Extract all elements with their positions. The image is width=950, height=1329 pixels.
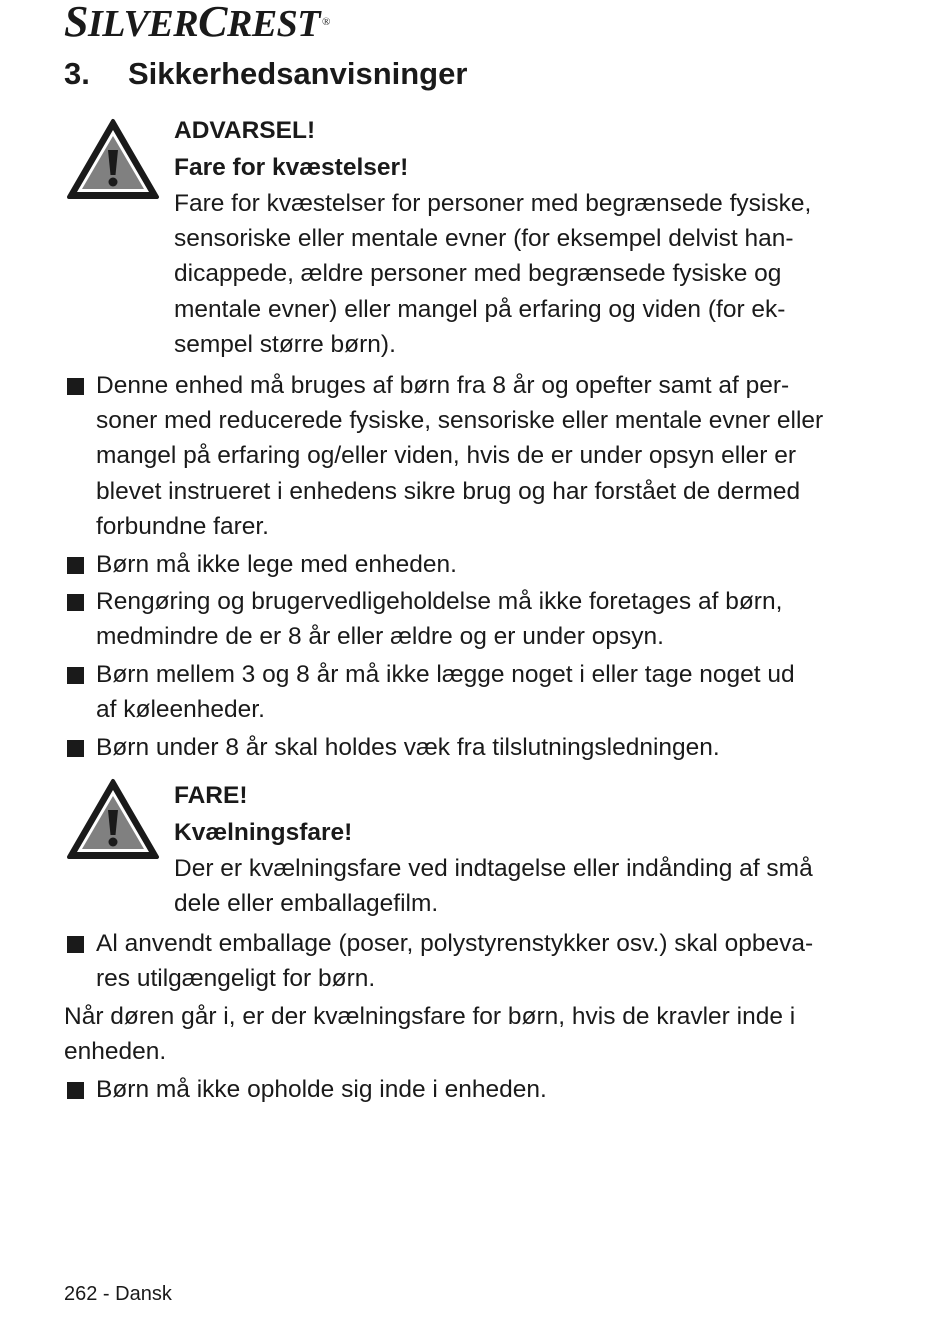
warning-subtitle: Kvælningsfare! — [174, 819, 353, 846]
warning-text: Der er kvælningsfare ved indtagelse eller indånding af små dele eller emballagefilm. — [174, 855, 813, 918]
bullet-square-icon — [67, 594, 84, 611]
bullet-square-icon — [67, 1082, 84, 1099]
section-heading — [64, 52, 467, 96]
warning-block-fare — [174, 777, 874, 921]
section-title: Sikkerhedsanvisninger — [128, 56, 468, 91]
warning-subtitle: Fare for kvæstelser! — [174, 154, 409, 181]
page-footer: 262 - Dansk — [64, 1283, 172, 1305]
list-item: Denne enhed må bruges af børn fra 8 år og opefter samt af per- soner med reducerede fysiske, sensoriske eller mentale evner eller mangel på erfaring og/eller viden, hvis de er under opsyn eller er blevet instrueret i enhedens sikre brug og har forstået de dermed forbundne farer. — [64, 368, 894, 544]
warning-text: Fare for kvæstelser for personer med begrænsede fysiske, sensoriske eller mentale evner (for eksempel delvist han- dicappede, ældre personer med begrænsede fysiske og mentale evner) eller mangel på erfaring og viden (for ek- sempel større børn). — [174, 190, 812, 358]
list-item: Børn må ikke lege med enheden. — [64, 547, 894, 582]
warning-label: ADVARSEL! — [174, 117, 316, 144]
list-item: Børn må ikke opholde sig inde i enheden. — [64, 1072, 894, 1107]
list-item: Børn under 8 år skal holdes væk fra tilslutningsledningen. — [64, 730, 894, 765]
bullet-square-icon — [67, 557, 84, 574]
warning-label: FARE! — [174, 782, 248, 809]
bullet-square-icon — [67, 378, 84, 395]
list-item: Rengøring og brugervedligeholdelse må ikke foretages af børn, medmindre de er 8 år eller ældre og er under opsyn. — [64, 584, 894, 654]
list-item: Al anvendt emballage (poser, polystyrenstykker osv.) skal opbeva- res utilgængeligt for børn. — [64, 926, 894, 996]
list-item: Børn mellem 3 og 8 år må ikke lægge noget i eller tage noget ud af køleenheder. — [64, 657, 894, 727]
bullet-square-icon — [67, 667, 84, 684]
brand-logo: SILVERCREST ® — [64, 0, 330, 46]
bullet-square-icon — [67, 740, 84, 757]
registered-mark: ® — [322, 16, 330, 28]
warning-block-advarsel — [174, 112, 874, 362]
body-paragraph: Når døren går i, er der kvælningsfare for børn, hvis de kravler inde i enheden. — [64, 1003, 796, 1066]
warning-triangle-icon — [66, 778, 160, 860]
warning-triangle-icon — [66, 118, 160, 200]
section-number: 3. — [64, 56, 90, 91]
bullet-square-icon — [67, 936, 84, 953]
